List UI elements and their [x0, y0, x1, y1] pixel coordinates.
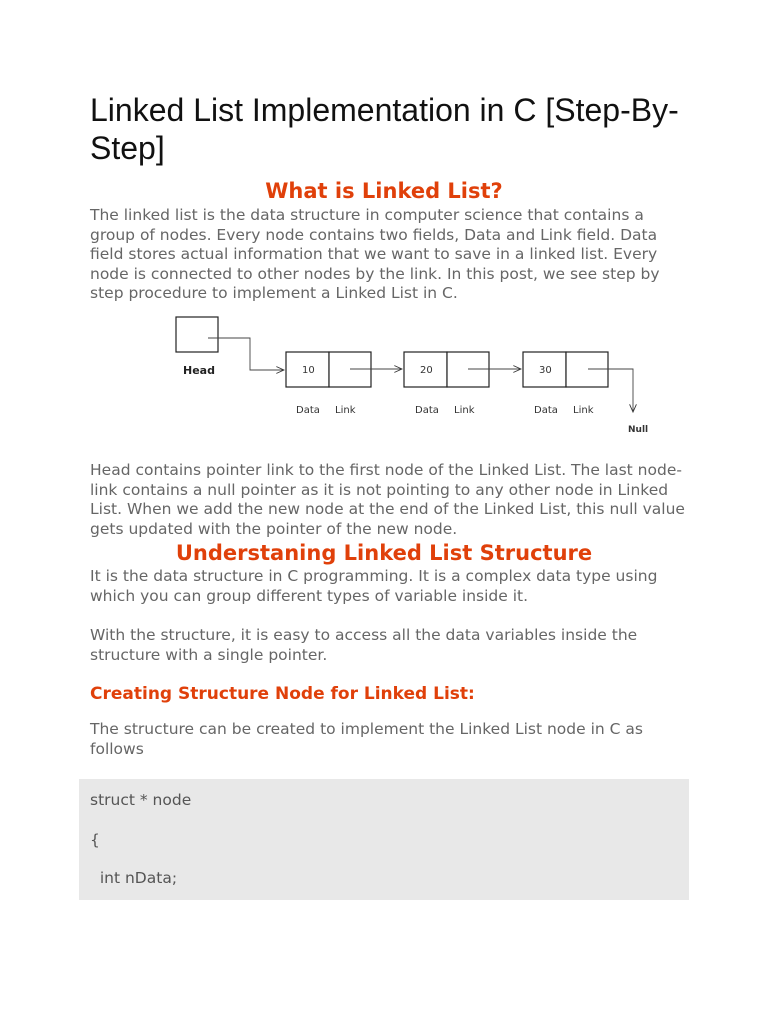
node-1-data-label: Data	[296, 405, 320, 416]
head-label: Head	[183, 364, 215, 377]
structure-paragraph-1: It is the data structure in C programming. It is a complex data type using which you can group different types of variable inside it.	[90, 567, 658, 605]
head-explanation-paragraph: Head contains pointer link to the first node of the Linked List. The last node-link contains a null pointer as it is not pointing to any other node in Linked List. When we add the new node at the end of the Linked List, this null value gets updated with the pointer of the new node.	[90, 461, 685, 538]
linked-list-diagram	[170, 312, 660, 440]
node-3-link-label: Link	[573, 405, 594, 416]
node-2-data-label: Data	[415, 405, 439, 416]
node-1-link-box	[329, 352, 371, 387]
null-label: Null	[628, 425, 649, 435]
node-1-value: 10	[302, 365, 315, 376]
section-heading-what-is-linked-list: What is Linked List?	[265, 179, 503, 203]
code-line-1: struct * node	[90, 791, 192, 809]
node-3-data-label: Data	[534, 405, 558, 416]
code-block	[79, 779, 689, 900]
node-1-link-label: Link	[335, 405, 356, 416]
code-line-3: int nData;	[90, 869, 178, 887]
structure-paragraph-2: With the structure, it is easy to access all the data variables inside the structure with a single pointer.	[90, 626, 638, 664]
node-2-value: 20	[420, 365, 433, 376]
code-line-2: {	[90, 831, 100, 849]
node-2-link-box	[447, 352, 489, 387]
section-heading-creating-node: Creating Structure Node for Linked List:	[90, 684, 475, 704]
head-pointer-arrow	[208, 338, 284, 370]
section-heading-structure: Understaning Linked List Structure	[175, 541, 593, 565]
node-3-value: 30	[539, 365, 552, 376]
node-3-link-box	[566, 352, 608, 387]
creating-node-paragraph: The structure can be created to implement the Linked List node in C as follows	[90, 720, 643, 758]
head-box	[176, 317, 218, 352]
page-title: Linked List Implementation in C [Step-By-Step]	[90, 92, 679, 166]
node-2-link-label: Link	[454, 405, 475, 416]
intro-paragraph: The linked list is the data structure in computer science that contains a group of nodes. Every node contains two fields, Data and Link field. Data field stores actual information that we want to save in a linked list. Every node is connected to other nodes by the link. In this post, we see step by step procedure to implement a Linked List in C.	[90, 206, 660, 302]
